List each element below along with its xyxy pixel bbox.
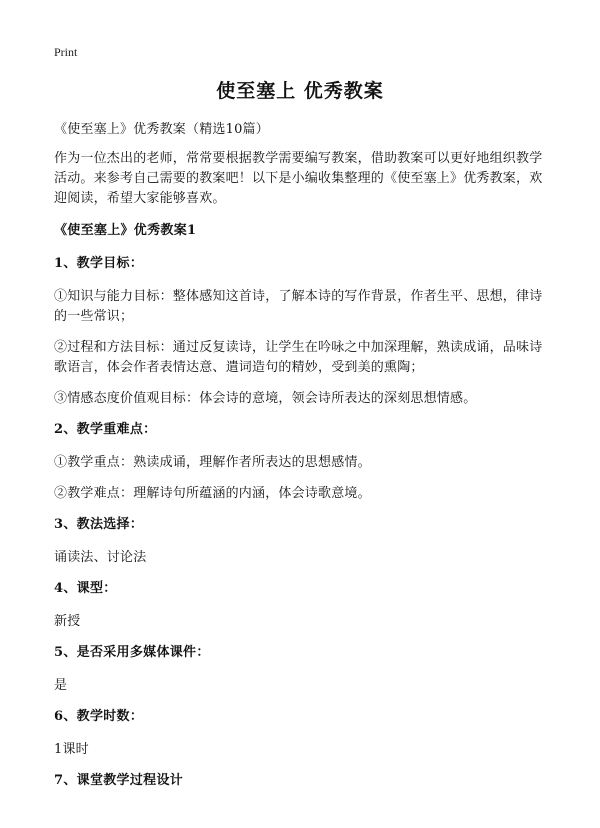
print-label: Print <box>54 45 78 59</box>
heading-key-difficulties: 2、教学重难点： <box>54 422 157 437</box>
paragraph-key-point: ①教学重点：熟读成诵，理解作者所表达的思想感情。 <box>54 455 371 470</box>
paragraph-difficult-point: ②教学难点：理解诗句所蕴涵的内涵，体会诗歌意境。 <box>54 486 371 501</box>
heading-multimedia: 5、是否采用多媒体课件： <box>54 645 210 660</box>
heading-class-hours: 6、教学时数： <box>54 709 144 724</box>
heading-teaching-goals: 1、教学目标： <box>54 256 144 271</box>
paragraph-goal-emotion: ③情感态度价值观目标：体会诗的意境，领会诗所表达的深刻思想情感。 <box>54 391 477 406</box>
page-title: 使至塞上 优秀教案 <box>216 80 384 102</box>
section-title: 《使至塞上》优秀教案1 <box>54 223 197 238</box>
paragraph-teaching-methods: 诵读法、讨论法 <box>54 550 147 565</box>
paragraph-class-hours: 1课时 <box>54 742 89 757</box>
heading-lesson-type: 4、课型： <box>54 581 117 596</box>
heading-teaching-methods: 3、教法选择： <box>54 517 144 532</box>
document-subtitle: 《使至塞上》优秀教案（精选10篇） <box>54 122 269 137</box>
document-body <box>54 120 554 804</box>
paragraph-goal-process: ②过程和方法目标：通过反复读诗，让学生在吟咏之中加深理解，熟读成诵，品味诗歌语言，体会作者表情达意、遣词造句的精妙，受到美的熏陶； <box>54 340 543 375</box>
paragraph-multimedia: 是 <box>54 678 68 693</box>
heading-process-design: 7、课堂教学过程设计 <box>54 773 184 788</box>
paragraph-lesson-type: 新授 <box>54 614 81 629</box>
paragraph-goal-knowledge: ①知识与能力目标：整体感知这首诗，了解本诗的写作背景，作者生平、思想，律诗的一些常识； <box>54 289 543 324</box>
intro-paragraph: 作为一位杰出的老师，常常要根据教学需要编写教案，借助教案可以更好地组织教学活动。来参考自己需要的教案吧！以下是小编收集整理的《使至塞上》优秀教案，欢迎阅读，希望大家能够喜欢。 <box>54 151 543 206</box>
